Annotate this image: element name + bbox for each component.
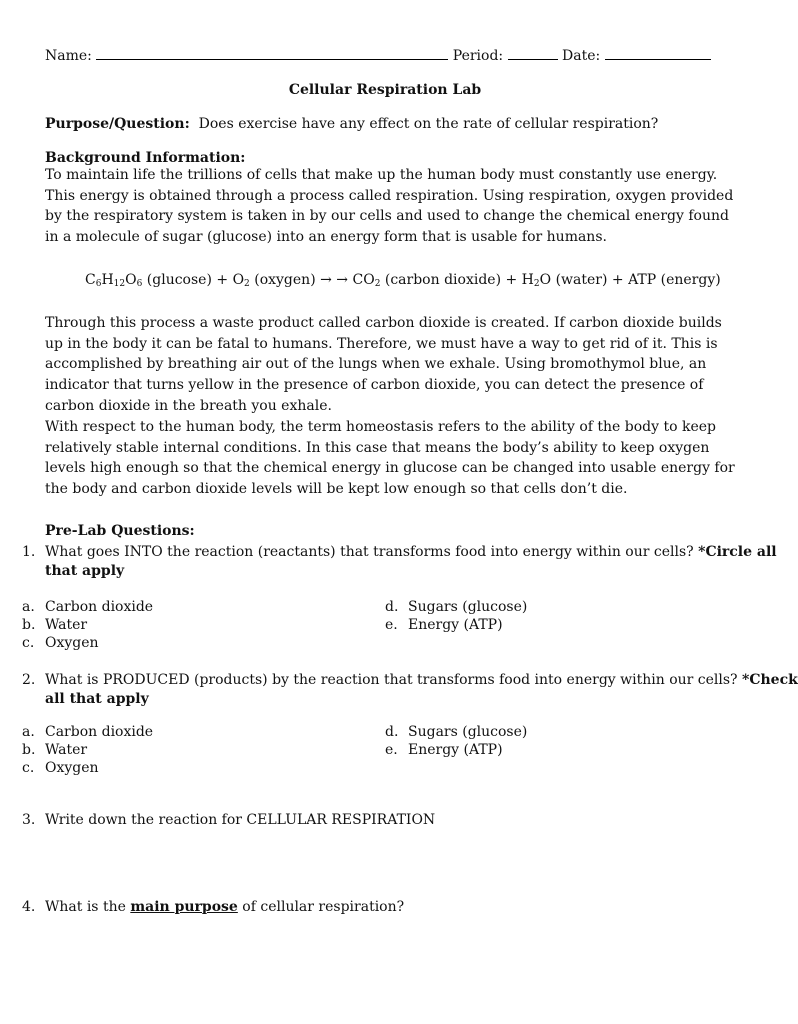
- background-para-3-text: With respect to the human body, the term homeostasis refers to the ability of the body to keep relatively stable internal conditions. In this case that means the body’s ability to keep oxygen levels high enough so that the chemical energy in glucose can be changed into usable energy for the body and carbon dioxide levels will be kept low enough so that cells don’t die.: [45, 419, 735, 498]
- option-text: Sugars (glucose): [408, 724, 528, 740]
- oxygen-label: (oxygen): [254, 272, 316, 288]
- question-2-instruction-cont: all that apply: [45, 691, 149, 707]
- question-3-number: 3.: [22, 812, 36, 828]
- option-letter: c.: [22, 760, 35, 776]
- prelab-heading: Pre-Lab Questions:: [45, 523, 195, 539]
- q2-option-d[interactable]: [385, 723, 528, 741]
- q2-option-c[interactable]: [22, 759, 99, 777]
- date-label: Date:: [562, 48, 601, 64]
- q1-option-b[interactable]: [22, 616, 88, 634]
- water-formula: $H_2O$: [521, 272, 552, 289]
- question-1-instruction: *Circle all: [698, 544, 777, 560]
- question-4-number: 4.: [22, 899, 36, 915]
- q2-option-a[interactable]: [22, 723, 154, 741]
- q1-option-a[interactable]: [22, 598, 154, 616]
- arrow-icon: → →: [320, 272, 349, 288]
- question-2-number: 2.: [22, 672, 36, 688]
- purpose-row: [45, 115, 658, 133]
- q1-option-c[interactable]: [22, 634, 99, 652]
- question-4-post: of cellular respiration?: [242, 899, 405, 915]
- question-2-instruction: *Check: [742, 672, 798, 688]
- oxygen-formula: $O_2$: [232, 272, 250, 289]
- co2-label: (carbon dioxide): [384, 272, 502, 288]
- respiration-equation: [85, 271, 721, 289]
- name-blank[interactable]: [96, 47, 448, 60]
- option-text: Carbon dioxide: [45, 724, 154, 740]
- plus-sign: +: [505, 272, 518, 288]
- question-3-text: Write down the reaction for CELLULAR RESPIRATION: [45, 812, 436, 828]
- period-blank[interactable]: [508, 47, 558, 60]
- background-para-2-text: Through this process a waste product called carbon dioxide is created. If carbon dioxide builds up in the body it can be fatal to humans. Therefore, we must have a way to get rid of it. This is accomplished by breathing air out of the lungs when we exhale. Using bromothymol blue, an indicator that turns yellow in the presence of carbon dioxide, you can detect the presence of carbon dioxide in the breath you exhale.: [45, 315, 722, 414]
- option-text: Water: [45, 617, 88, 633]
- option-letter: a.: [22, 724, 35, 740]
- option-text: Energy (ATP): [408, 742, 503, 758]
- option-letter: c.: [22, 635, 35, 651]
- period-label: Period:: [452, 48, 504, 64]
- purpose-label: Purpose/Question:: [45, 116, 190, 132]
- atp-label: ATP (energy): [628, 272, 721, 288]
- q2-option-e[interactable]: [385, 741, 503, 759]
- option-letter: d.: [385, 599, 399, 615]
- question-4-emphasis: main purpose: [130, 899, 238, 915]
- water-label: (water): [555, 272, 608, 288]
- option-letter: e.: [385, 617, 398, 633]
- option-text: Oxygen: [45, 760, 99, 776]
- option-letter: e.: [385, 742, 398, 758]
- question-1-text: [45, 543, 777, 561]
- option-letter: b.: [22, 617, 36, 633]
- q2-option-b[interactable]: [22, 741, 88, 759]
- background-heading: Background Information:: [45, 150, 246, 166]
- glucose-label: (glucose): [146, 272, 212, 288]
- option-letter: a.: [22, 599, 35, 615]
- option-text: Oxygen: [45, 635, 99, 651]
- purpose-text: Does exercise have any effect on the rate of cellular respiration?: [198, 116, 659, 132]
- page-title: Cellular Respiration Lab: [288, 82, 482, 98]
- background-para-3: [45, 417, 735, 500]
- question-2-text: [45, 671, 798, 689]
- option-text: Sugars (glucose): [408, 599, 528, 615]
- co2-formula: $CO_2$: [352, 272, 381, 289]
- name-row: [45, 47, 711, 65]
- date-blank[interactable]: [605, 47, 711, 60]
- glucose-formula: $C_6H_{12}O_6$: [85, 272, 143, 289]
- question-4-text: [45, 898, 404, 916]
- q1-option-e[interactable]: [385, 616, 503, 634]
- background-para-1-text: To maintain life the trillions of cells that make up the human body must constantly use energy. This energy is obtained through a process called respiration. Using respiration, oxygen provided by the respiratory system is taken in by our cells and used to change the chemical energy found in a molecule of sugar (glucose) into an energy form that is usable for humans.: [45, 167, 734, 246]
- option-text: Carbon dioxide: [45, 599, 154, 615]
- option-letter: d.: [385, 724, 399, 740]
- option-letter: b.: [22, 742, 36, 758]
- plus-sign: +: [216, 272, 229, 288]
- background-para-2: [45, 313, 735, 417]
- question-1-instruction-cont: that apply: [45, 563, 125, 579]
- name-label: Name:: [45, 48, 92, 64]
- option-text: Water: [45, 742, 88, 758]
- question-1-number: 1.: [22, 544, 36, 560]
- question-4-pre: What is the: [45, 899, 126, 915]
- question-1-prompt: What goes INTO the reaction (reactants) that transforms food into energy within our cells?: [45, 544, 694, 560]
- option-text: Energy (ATP): [408, 617, 503, 633]
- background-para-1: [45, 165, 735, 248]
- question-2-prompt: What is PRODUCED (products) by the reaction that transforms food into energy within our cells?: [45, 672, 738, 688]
- plus-sign: +: [611, 272, 624, 288]
- q1-option-d[interactable]: [385, 598, 528, 616]
